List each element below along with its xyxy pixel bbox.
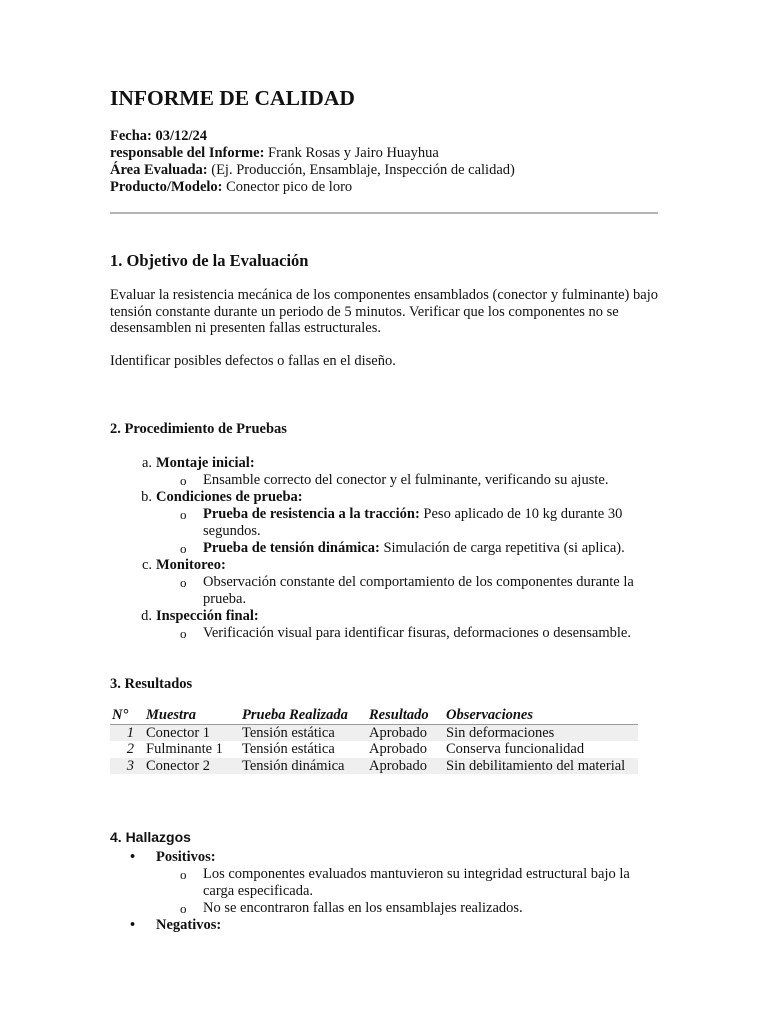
date-label: Fecha: 03/12/24 bbox=[110, 128, 208, 144]
procedure-subitem bbox=[110, 472, 658, 489]
procedure-item-label: Montaje inicial: bbox=[156, 455, 255, 471]
procedure-subitem bbox=[110, 506, 658, 540]
section-1-heading: 1. Objetivo de la Evaluación bbox=[110, 251, 309, 270]
row-number: 3 bbox=[110, 758, 140, 775]
responsible-line bbox=[110, 145, 515, 162]
section-2-heading: 2. Procedimiento de Pruebas bbox=[110, 421, 287, 437]
subitem-text: Ensamble correcto del conector y el fulminante, verificando su ajuste. bbox=[203, 472, 609, 488]
column-header-observations: Observaciones bbox=[440, 707, 638, 724]
procedure-subitem bbox=[110, 625, 658, 642]
product-label: Producto/Modelo: bbox=[110, 179, 223, 195]
result-cell: Aprobado bbox=[369, 741, 427, 757]
column-header-test: Prueba Realizada bbox=[236, 707, 363, 724]
finding-item bbox=[110, 900, 658, 917]
column-header-sample: Muestra bbox=[140, 707, 236, 724]
sub-marker: o bbox=[180, 867, 187, 882]
table-header-row bbox=[110, 707, 638, 724]
finding-text: Los componentes evaluados mantuvieron su integridad estructural bajo la carga especificada. bbox=[203, 866, 630, 899]
date-line bbox=[110, 128, 515, 145]
column-header-result: Resultado bbox=[363, 707, 440, 724]
procedure-item-a bbox=[110, 455, 658, 472]
report-title: INFORME DE CALIDAD bbox=[110, 86, 355, 110]
subitem-bold: Prueba de resistencia a la tracción: bbox=[203, 506, 420, 522]
procedure-subitem bbox=[110, 540, 658, 557]
area-label: Área Evaluada: bbox=[110, 162, 208, 178]
sub-marker: o bbox=[180, 626, 187, 641]
procedure-subitem bbox=[110, 574, 658, 608]
test-cell: Tensión estática bbox=[236, 724, 363, 741]
subitem-bold: Prueba de tensión dinámica: bbox=[203, 540, 380, 556]
bullet-marker: • bbox=[130, 849, 136, 865]
section-4-heading: 4. Hallazgos bbox=[110, 829, 191, 845]
procedure-item-label: Condiciones de prueba: bbox=[156, 489, 303, 505]
negatives-label: Negativos: bbox=[156, 917, 222, 933]
observation-cell: Sin debilitamiento del material bbox=[440, 758, 638, 775]
sample-cell: Fulminante 1 bbox=[146, 741, 223, 757]
test-cell: Tensión dinámica bbox=[236, 758, 363, 775]
responsible-value: Frank Rosas y Jairo Huayhua bbox=[264, 145, 439, 161]
list-marker: a. bbox=[141, 455, 152, 471]
table-row bbox=[110, 758, 638, 775]
product-line bbox=[110, 179, 515, 196]
sample-cell: Conector 1 bbox=[140, 724, 236, 741]
section-3-heading: 3. Resultados bbox=[110, 676, 193, 692]
bullet-marker: • bbox=[130, 917, 136, 933]
list-marker: d. bbox=[141, 608, 152, 624]
objective-paragraph: Evaluar la resistencia mecánica de los componentes ensamblados (conector y fulminante) bajo tensión constante durante un periodo de 5 minutos. Verificar que los componentes no se desensamblen ni presenten fallas estructurales. bbox=[110, 287, 658, 336]
column-header-number: N° bbox=[110, 707, 140, 724]
test-cell: Tensión estática bbox=[242, 741, 335, 757]
finding-text: No se encontraron fallas en los ensamblajes realizados. bbox=[203, 900, 523, 916]
findings-negative bbox=[110, 917, 658, 934]
findings-list bbox=[110, 849, 658, 934]
subitem-text: Simulación de carga repetitiva (si aplica). bbox=[379, 540, 625, 556]
subitem-text: Peso aplicado de 10 kg durante 30 segundos. bbox=[203, 506, 623, 539]
area-line bbox=[110, 162, 515, 179]
objective-paragraph-2: Identificar posibles defectos o fallas en el diseño. bbox=[110, 353, 396, 369]
procedure-item-b bbox=[110, 489, 658, 506]
result-cell: Aprobado bbox=[363, 758, 440, 775]
procedure-item-c bbox=[110, 557, 658, 574]
row-number: 2 bbox=[126, 741, 134, 757]
result-cell: Aprobado bbox=[363, 724, 440, 741]
results-table bbox=[110, 707, 638, 774]
procedure-item-d bbox=[110, 608, 658, 625]
list-marker: c. bbox=[141, 557, 152, 573]
product-value: Conector pico de loro bbox=[222, 179, 353, 195]
procedure-list bbox=[110, 455, 658, 642]
finding-item bbox=[110, 866, 658, 900]
sub-marker: o bbox=[180, 901, 187, 916]
list-marker: b. bbox=[141, 489, 152, 505]
procedure-item-label: Monitoreo: bbox=[156, 557, 226, 573]
horizontal-divider bbox=[110, 212, 658, 214]
row-number: 1 bbox=[110, 724, 140, 741]
sample-cell: Conector 2 bbox=[140, 758, 236, 775]
sub-marker: o bbox=[180, 473, 187, 488]
observation-cell: Sin deformaciones bbox=[440, 724, 638, 741]
responsible-label: responsable del Informe: bbox=[110, 145, 265, 161]
sub-marker: o bbox=[180, 507, 187, 522]
findings-positive bbox=[110, 849, 658, 866]
table-row bbox=[110, 741, 638, 758]
subitem-text: Verificación visual para identificar fisuras, deformaciones o desensamble. bbox=[203, 625, 631, 641]
subitem-text: Observación constante del comportamiento de los componentes durante la prueba. bbox=[203, 574, 634, 607]
observation-cell: Conserva funcionalidad bbox=[446, 741, 585, 757]
table-row bbox=[110, 724, 638, 741]
area-value: (Ej. Producción, Ensamblaje, Inspección de calidad) bbox=[207, 162, 515, 178]
procedure-item-label: Inspección final: bbox=[156, 608, 259, 624]
positives-label: Positivos: bbox=[156, 849, 216, 865]
sub-marker: o bbox=[180, 541, 187, 556]
sub-marker: o bbox=[180, 575, 187, 590]
report-metadata bbox=[110, 128, 515, 196]
